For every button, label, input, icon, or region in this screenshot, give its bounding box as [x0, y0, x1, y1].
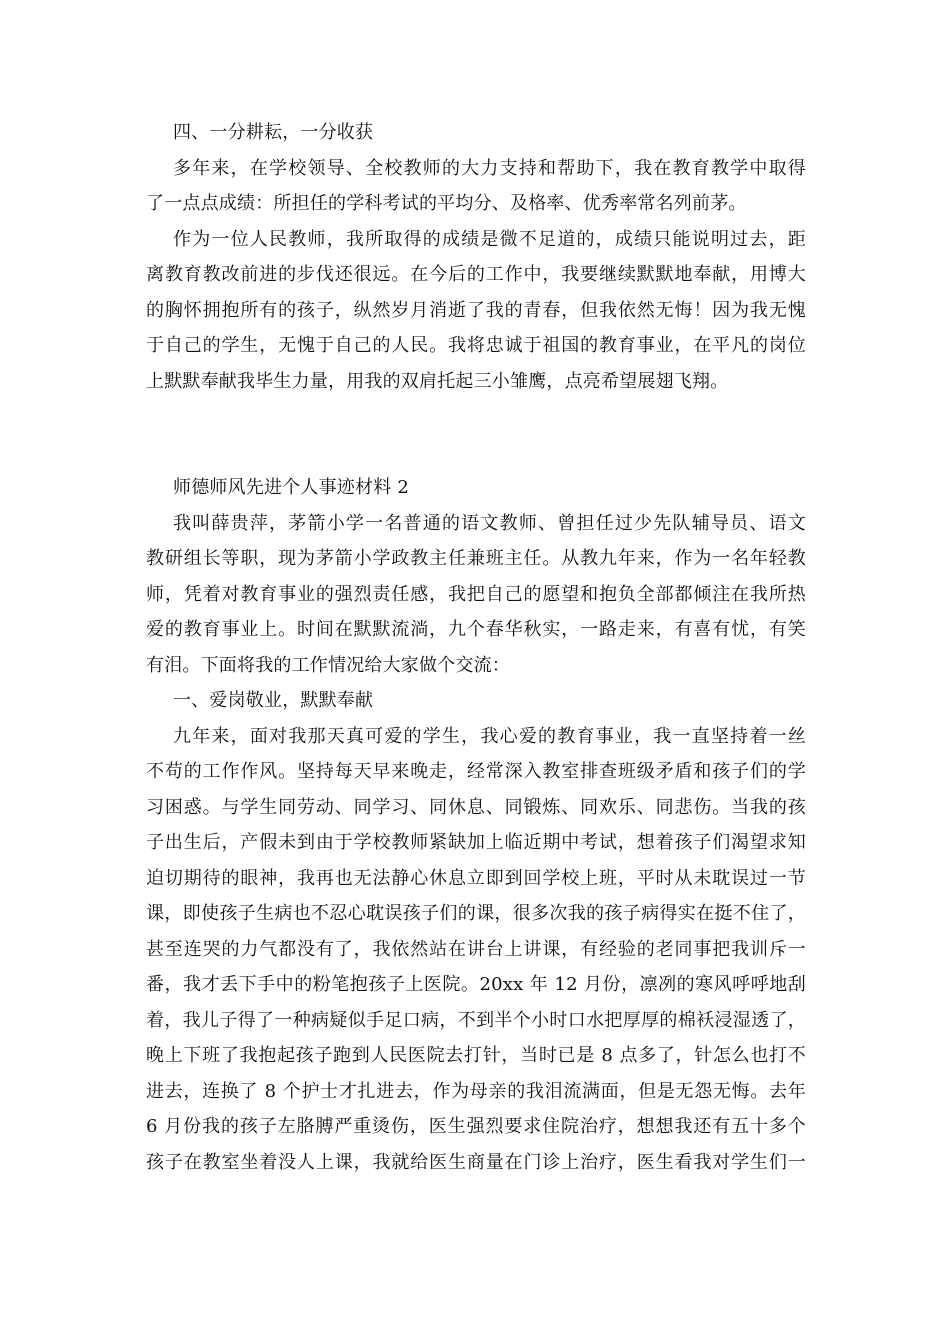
- text-line: 九年来，面对我那天真可爱的学生，我心爱的教育事业，我一直坚持着一丝: [173, 725, 806, 747]
- text-line: 子出生后，产假未到由于学校教师紧缺加上临近期中考试，想着孩子们渴望求知: [146, 832, 806, 853]
- text-line: 于自己的学生，无愧于自己的人民。我将忠诚于祖国的教育事业，在平凡的岗位: [146, 335, 806, 356]
- text-line: 了一点点成绩：所担任的学科考试的平均分、及格率、优秀率常名列前茅。: [146, 193, 747, 214]
- text-line: 不苟的工作作风。坚持每天早来晚走，经常深入教室排查班级矛盾和孩子们的学: [146, 761, 806, 782]
- text-line: 番，我才丢下手中的粉笔抱孩子上医院。20xx 年 12 月份，凛冽的寒风呼呼地刮: [146, 974, 806, 995]
- text-line: 我叫薛贵萍，茅箭小学一名普通的语文教师、曾担任过少先队辅导员、语文: [173, 512, 806, 534]
- document-title: 师德师风先进个人事迹材料 2: [173, 477, 409, 498]
- paragraph: [146, 222, 806, 400]
- text-line: 上默默奉献我毕生力量，用我的双肩托起三小雏鹰，点亮希望展翅飞翔。: [146, 370, 729, 392]
- text-line: 教研组长等职，现为茅箭小学政教主任兼班主任。从教九年来，作为一名年轻教: [146, 548, 806, 569]
- text-line: 师，凭着对教育事业的强烈责任感，我把自己的愿望和抱负全部都倾注在我所热: [146, 583, 806, 605]
- section-heading: 四、一分耕耘，一分收获: [173, 122, 374, 143]
- text-line: 的胸怀拥抱所有的孩子，纵然岁月消逝了我的青春，但我依然无悔！因为我无愧: [146, 299, 806, 321]
- text-line: 课，即使孩子生病也不忍心耽误孩子们的课，很多次我的孩子病得实在挺不住了，: [146, 903, 806, 924]
- text-line: 着，我儿子得了一种病疑似手足口病，不到半个小时口水把厚厚的棉袄浸湿透了，: [146, 1009, 806, 1031]
- text-line: 有泪。下面将我的工作情况给大家做个交流：: [146, 654, 510, 676]
- section-heading: 一、爱岗敬业，默默奉献: [173, 690, 374, 711]
- text-line: 6 月份我的孩子左胳膊严重烫伤，医生强烈要求住院治疗，想想我还有五十多个: [146, 1116, 806, 1137]
- text-line: 进去，连换了 8 个护士才扎进去，作为母亲的我泪流满面，但是无怨无悔。去年: [146, 1080, 806, 1102]
- text-line: 晚上下班了我抱起孩子跑到人民医院去打针，当时已是 8 点多了，针怎么也打不: [146, 1045, 806, 1066]
- paragraph: [146, 151, 806, 222]
- paragraph: [146, 506, 806, 684]
- paragraph: [146, 719, 806, 1181]
- text-line: 甚至连哭的力气都没有了，我依然站在讲台上讲课，有经验的老同事把我训斥一: [146, 938, 806, 960]
- text-line: 作为一位人民教师，我所取得的成绩是微不足道的，成绩只能说明过去，距: [173, 228, 806, 250]
- text-line: 爱的教育事业上。时间在默默流淌，九个春华秋实，一路走来，有喜有忧，有笑: [146, 619, 806, 640]
- document-body: [146, 115, 806, 1180]
- text-line: 孩子在教室坐着没人上课，我就给医生商量在门诊上治疗，医生看我对学生们一: [146, 1151, 806, 1173]
- text-line: 离教育教改前进的步伐还很远。在今后的工作中，我要继续默默地奉献，用博大: [146, 264, 806, 285]
- text-line: 习困惑。与学生同劳动、同学习、同休息、同锻炼、同欢乐、同悲伤。当我的孩: [146, 796, 806, 818]
- text-line: 迫切期待的眼神，我再也无法静心休息立即到回学校上班，平时从未耽误过一节: [146, 867, 806, 889]
- blank-space: [146, 399, 806, 470]
- text-line: 多年来，在学校领导、全校教师的大力支持和帮助下，我在教育教学中取得: [173, 157, 806, 179]
